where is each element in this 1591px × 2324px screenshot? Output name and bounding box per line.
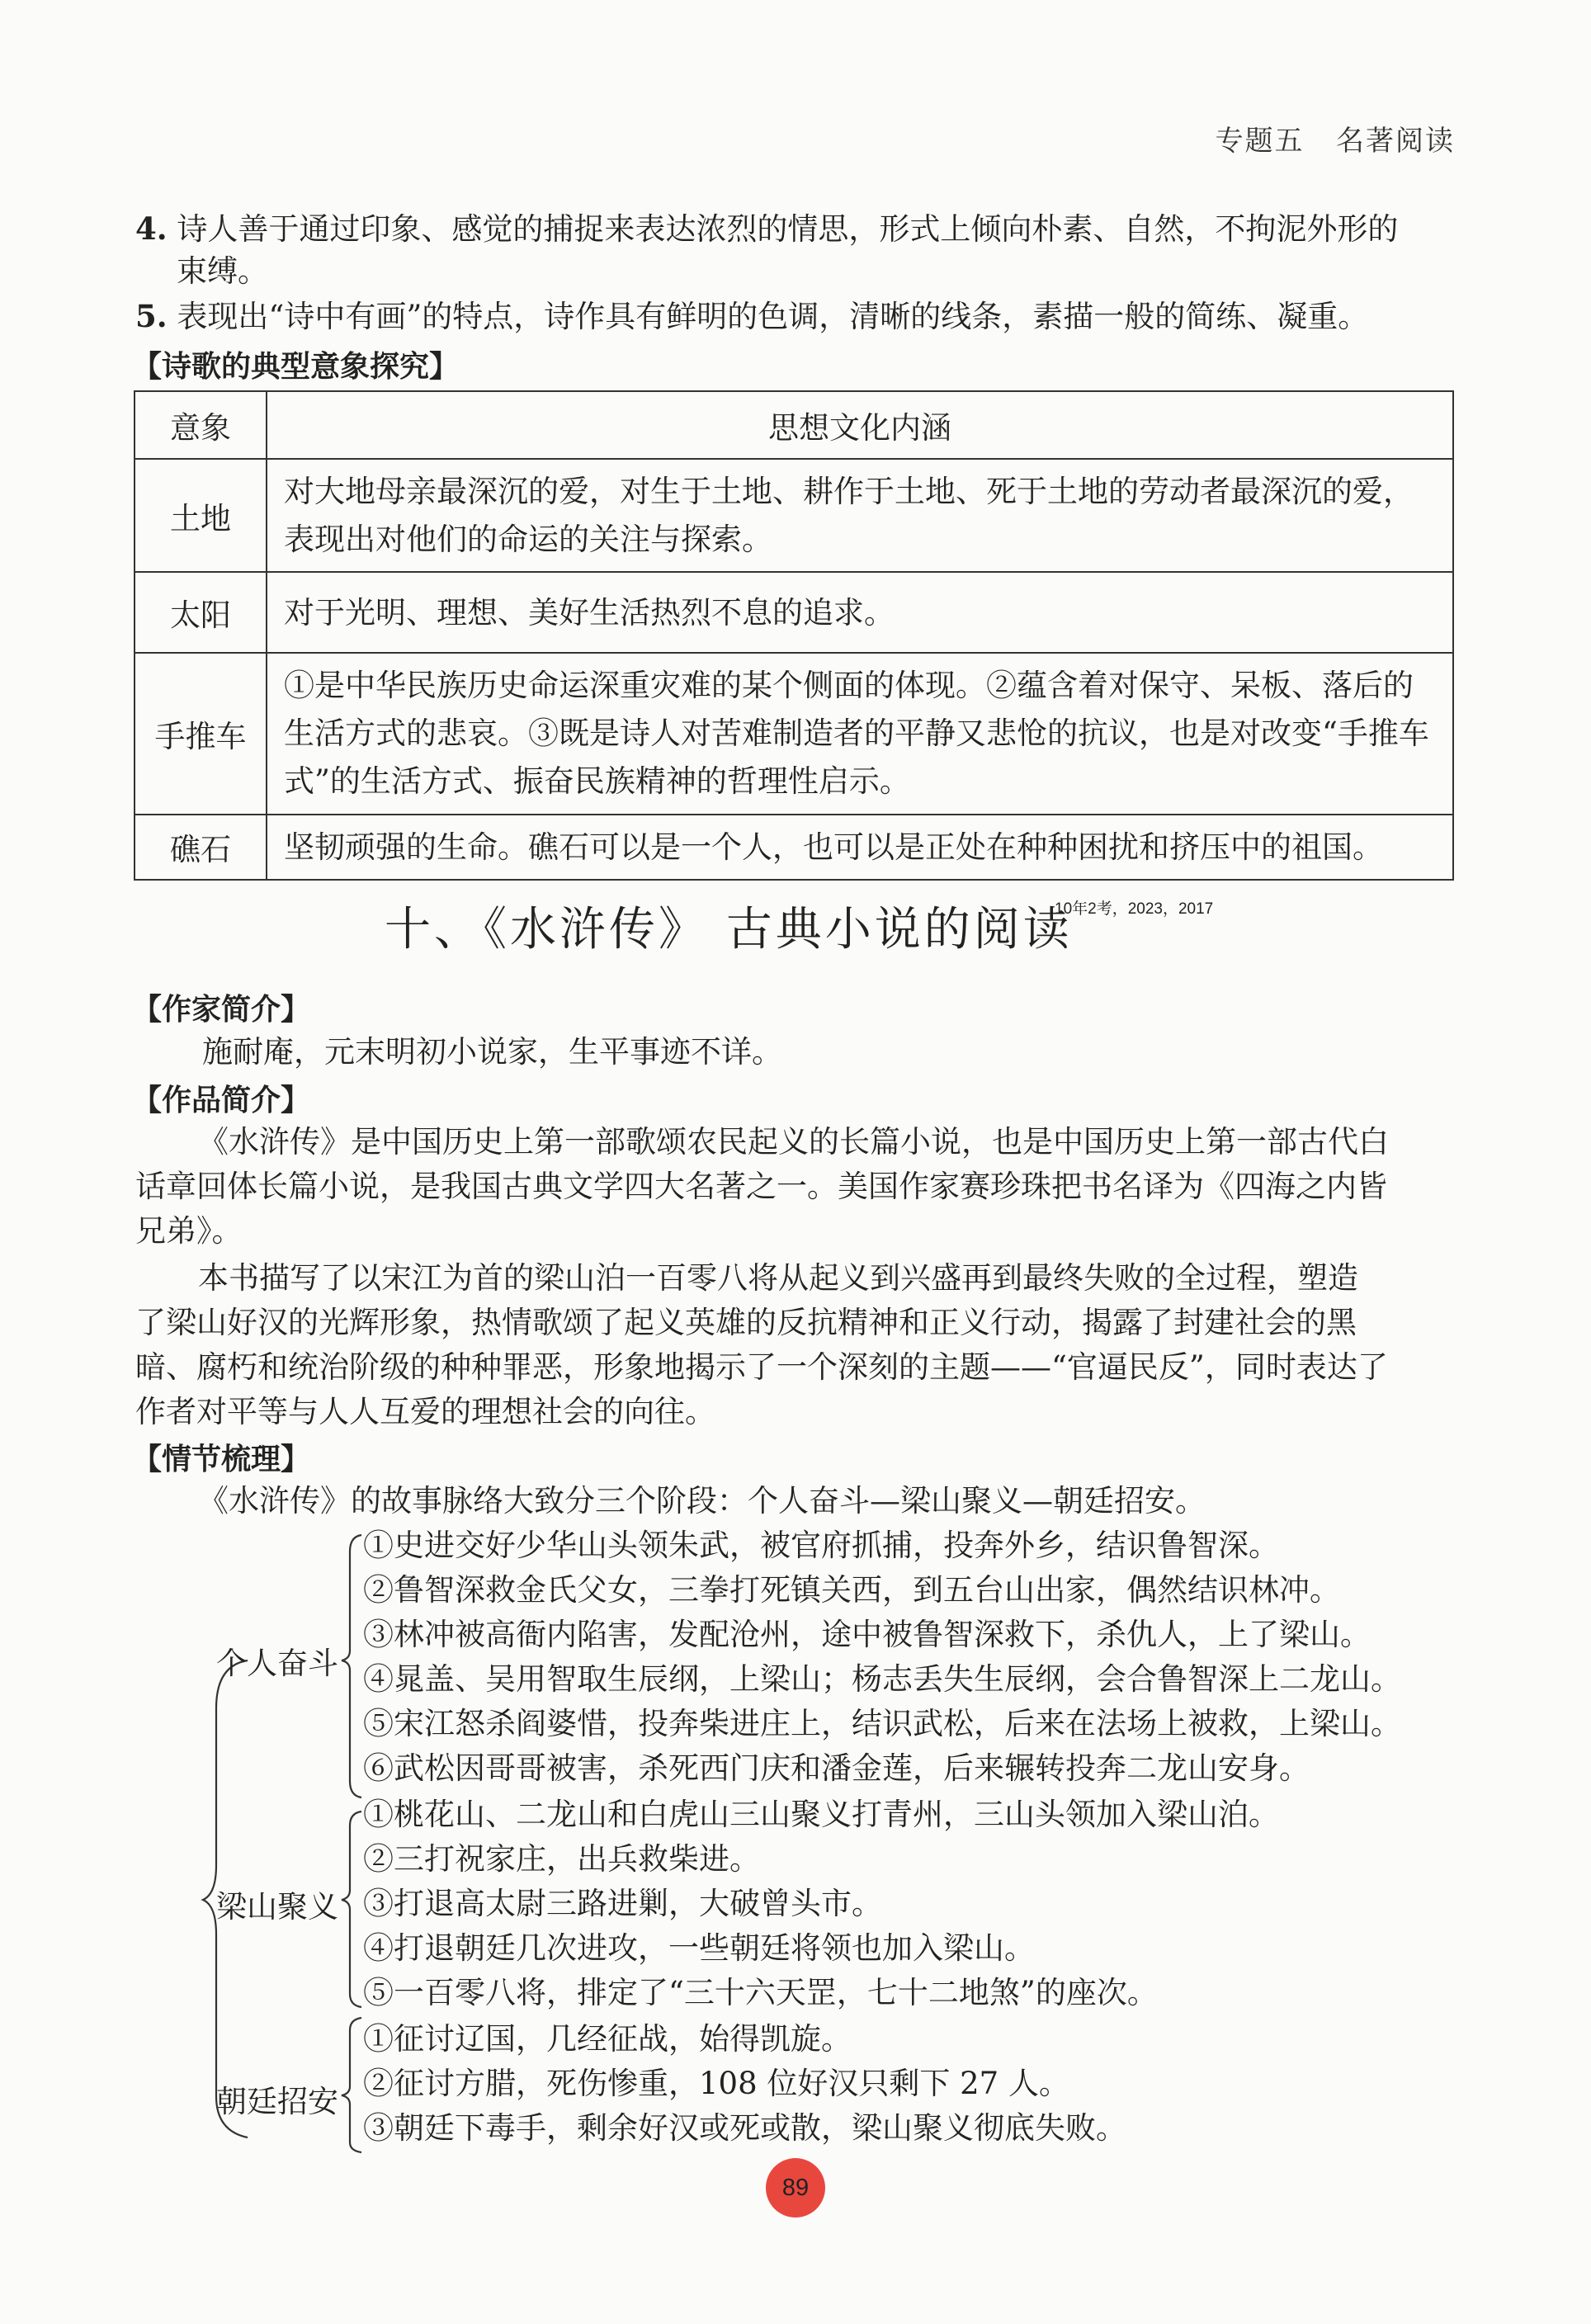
point-5-number: 5. bbox=[135, 298, 168, 334]
imagery-meaning: 对于光明、理想、美好生活热烈不息的追求。 bbox=[267, 572, 1453, 653]
imagery-meaning: 对大地母亲最深沉的爱，对生于土地、耕作于土地、死于土地的劳动者最深沉的爱，表现出对他们的命运的关注与探索。 bbox=[267, 459, 1453, 572]
chapter-exam-note: 10年2考，2023，2017 bbox=[1055, 900, 1214, 918]
stage3-brace bbox=[342, 2018, 361, 2152]
plot-item: ②三打祝家庄，出兵救柴进。 bbox=[363, 1841, 760, 1877]
imagery-image: 土地 bbox=[135, 459, 267, 572]
work-p2-line: 作者对平等与人人互爱的理想社会的向往。 bbox=[135, 1394, 715, 1429]
work-p1-line: 《水浒传》是中国历史上第一部歌颂农民起义的长篇小说，也是中国历史上第一部古代白 bbox=[198, 1124, 1389, 1160]
work-p2-line: 暗、腐朽和统治阶级的种种罪恶，形象地揭示了一个深刻的主题——“官逼民反”，同时表达了 bbox=[135, 1349, 1388, 1385]
running-header bbox=[1216, 118, 1455, 158]
imagery-heading: 【诗歌的典型意象探究】 bbox=[132, 350, 460, 384]
plot-item: ②鲁智深救金氏父女，三拳打死镇关西，到五台山出家，偶然结识林冲。 bbox=[363, 1572, 1340, 1608]
plot-item: ②征讨方腊，死伤惨重，108 位好汉只剩下 27 人。 bbox=[363, 2066, 1069, 2101]
plot-item: ③林冲被高衙内陷害，发配沧州，途中被鲁智深救下，杀仇人，上了梁山。 bbox=[363, 1617, 1371, 1652]
plot-item: ③朝廷下毒手，剩余好汉或死或散，梁山聚义彻底失败。 bbox=[363, 2110, 1126, 2146]
stage-label-individual: 个人奋斗 bbox=[216, 1646, 338, 1681]
plot-item: ①桃花山、二龙山和白虎山三山聚义打青州，三山头领加入梁山泊。 bbox=[363, 1797, 1279, 1832]
imagery-row bbox=[135, 653, 1453, 814]
point-4-line1: 诗人善于通过印象、感觉的捕捉来表达浓烈的情思，形式上倾向朴素、自然，不拘泥外形的 bbox=[177, 211, 1399, 247]
work-p1-line: 兄弟》。 bbox=[135, 1213, 243, 1249]
plot-heading: 【情节梳理】 bbox=[132, 1443, 311, 1476]
point-4-number: 4. bbox=[135, 210, 168, 247]
work-p2-line: 了梁山好汉的光辉形象，热情歌颂了起义英雄的反抗精神和正义行动，揭露了封建社会的黑 bbox=[135, 1305, 1357, 1340]
imagery-row bbox=[135, 459, 1453, 572]
plot-item: ④打退朝廷几次进攻，一些朝廷将领也加入梁山。 bbox=[363, 1930, 1035, 1966]
stage1-brace bbox=[342, 1535, 361, 1797]
plot-bracket-diagram bbox=[198, 1519, 380, 2162]
col-meaning-header: 思想文化内涵 bbox=[267, 391, 1453, 459]
col-image-header: 意象 bbox=[135, 391, 267, 459]
point-4-line2: 束缚。 bbox=[177, 253, 268, 289]
imagery-header-row bbox=[135, 391, 1453, 459]
work-p1-line: 话章回体长篇小说，是我国古典文学四大名著之一。美国作家赛珍珠把书名译为《四海之内皆 bbox=[135, 1169, 1387, 1204]
plot-item: ①史进交好少华山头领朱武，被官府抓捕，投奔外乡，结识鲁智深。 bbox=[363, 1528, 1279, 1563]
imagery-row bbox=[135, 815, 1453, 881]
author-heading: 【作家简介】 bbox=[132, 993, 311, 1027]
work-p2-line: 本书描写了以宋江为首的梁山泊一百零八将从起义到兴盛再到最终失败的全过程，塑造 bbox=[198, 1260, 1358, 1296]
plot-item: ⑤一百零八将，排定了“三十六天罡，七十二地煞”的座次。 bbox=[363, 1975, 1158, 2010]
plot-item: ③打退高太尉三路进剿，大破曾头市。 bbox=[363, 1886, 882, 1921]
imagery-image: 手推车 bbox=[135, 653, 267, 814]
plot-item: ⑤宋江怒杀阎婆惜，投奔柴进庄上，结识武松，后来在法场上被救，上梁山。 bbox=[363, 1706, 1401, 1741]
stage-label-amnesty: 朝廷招安 bbox=[216, 2084, 338, 2119]
stage2-brace bbox=[342, 1811, 361, 2007]
plot-intro: 《水浒传》的故事脉络大致分三个阶段：个人奋斗—梁山聚义—朝廷招安。 bbox=[198, 1483, 1206, 1519]
work-heading: 【作品简介】 bbox=[132, 1084, 311, 1117]
plot-item: ⑥武松因哥哥被害，杀死西门庆和潘金莲，后来辗转投奔二龙山安身。 bbox=[363, 1750, 1310, 1786]
header-topic: 名著阅读 bbox=[1336, 125, 1455, 158]
imagery-meaning: ①是中华民族历史命运深重灾难的某个侧面的体现。②蕴含着对保守、呆板、落后的生活方式的悲哀。③既是诗人对苦难制造者的平静又悲怆的抗议，也是对改变“手推车式”的生活方式、振奋民族精神的哲理性启示。 bbox=[267, 653, 1453, 814]
author-text: 施耐庵，元末明初小说家，生平事迹不详。 bbox=[202, 1034, 782, 1070]
imagery-image: 太阳 bbox=[135, 572, 267, 653]
point-5 bbox=[135, 298, 1368, 335]
page-number: 89 bbox=[766, 2158, 825, 2218]
imagery-table bbox=[134, 390, 1454, 881]
plot-item: ④晁盖、吴用智取生辰纲，上梁山；杨志丢失生辰纲，会合鲁智深上二龙山。 bbox=[363, 1661, 1401, 1697]
point-4 bbox=[135, 210, 1398, 248]
stage-label-liangshan: 梁山聚义 bbox=[216, 1889, 338, 1925]
chapter-title: 十、《水浒传》 古典小说的阅读 bbox=[385, 903, 1073, 957]
imagery-image: 礁石 bbox=[135, 815, 267, 881]
plot-item: ①征讨辽国，几经征战，始得凯旋。 bbox=[363, 2021, 852, 2057]
point-5-line1: 表现出“诗中有画”的特点，诗作具有鲜明的色调，清晰的线条，素描一般的简练、凝重。 bbox=[177, 299, 1369, 334]
header-section: 专题五 bbox=[1215, 125, 1305, 158]
imagery-row bbox=[135, 572, 1453, 653]
imagery-meaning: 坚韧顽强的生命。礁石可以是一个人，也可以是正处在种种困扰和挤压中的祖国。 bbox=[267, 815, 1453, 881]
